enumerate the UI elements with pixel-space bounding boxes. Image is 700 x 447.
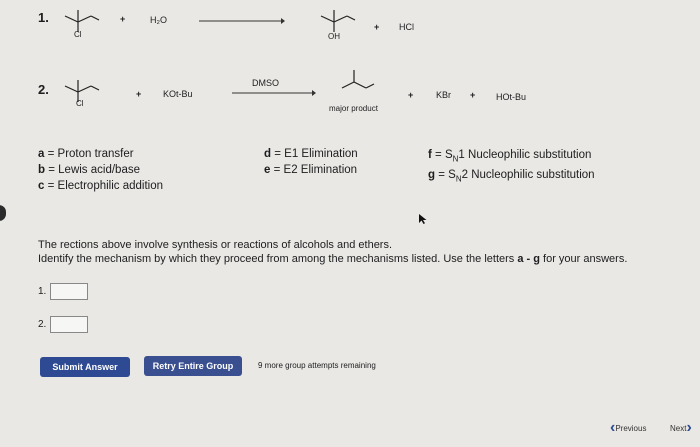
answer-1-label: 1.	[38, 286, 47, 297]
reaction-2-plus-2: +	[408, 90, 414, 100]
reaction-1-plus: +	[120, 14, 126, 24]
reaction-2-byproduct-2: HOt-Bu	[496, 92, 527, 102]
answer-row-2	[38, 316, 88, 333]
reaction-2-condition: DMSO	[252, 78, 279, 88]
side-panel-tab[interactable]	[0, 205, 6, 221]
retry-entire-group-button[interactable]: Retry Entire Group	[144, 356, 242, 376]
reaction-1-product-plus: +	[374, 22, 380, 32]
next-button[interactable]: Next ›	[670, 419, 692, 436]
mechanism-g: $g = S_N2$ Nucleophilic substitution	[428, 169, 595, 184]
previous-button[interactable]: ‹ Previous	[610, 419, 647, 436]
reaction-2-byproduct-1: KBr	[436, 90, 452, 100]
mechanism-c: c = Electrophilic addition	[38, 180, 164, 192]
mechanism-f: $f = S_N1$ Nucleophilic substitution	[428, 149, 592, 164]
answer-2-input[interactable]	[50, 316, 88, 333]
question-line-1: The rections above involve synthesis or reactions of alcohols and ethers.	[38, 239, 393, 251]
mechanism-e: e = E2 Elimination	[264, 164, 358, 176]
reaction-2-reagent: KOt-Bu	[163, 89, 193, 99]
attempts-remaining-text: 9 more group attempts remaining	[258, 361, 376, 370]
reaction-2-plus: +	[136, 89, 142, 99]
question-text	[38, 238, 678, 266]
submit-answer-button[interactable]: Submit Answer	[40, 357, 130, 377]
mechanism-a: a = Proton transfer	[38, 148, 134, 160]
reaction-1-number: 1.	[38, 10, 49, 25]
answer-2-label: 2.	[38, 319, 47, 330]
reaction-2-arrow	[232, 89, 316, 97]
reaction-1-arrow	[199, 17, 285, 25]
mechanism-b: b = Lewis acid/base	[38, 164, 140, 176]
chevron-right-icon: ›	[686, 419, 692, 436]
reaction-1-reactant-structure	[62, 6, 102, 42]
reaction-2-product-structure	[338, 66, 378, 96]
answer-row-1	[38, 283, 88, 300]
reaction-1-byproduct: HCl	[399, 22, 414, 32]
chevron-left-icon: ‹	[610, 419, 616, 436]
reaction-2-plus-3: +	[470, 90, 476, 100]
reaction-1-reactant-cl: Cl	[74, 30, 82, 39]
answer-1-input[interactable]	[50, 283, 88, 300]
reaction-2-major-product-caption: major product	[329, 104, 378, 113]
question-line-2: Identify the mechanism by which they proceed from among the mechanisms listed. Use the letters a - g for your answers.	[38, 253, 628, 265]
mechanism-list-column-2	[264, 146, 358, 178]
reaction-1-product-oh: OH	[328, 32, 340, 41]
reaction-2-reactant-cl: Cl	[76, 99, 84, 108]
mouse-cursor-icon	[418, 213, 428, 225]
reaction-1-reagent: H₂O	[150, 15, 167, 25]
mechanism-d: d = E1 Elimination	[264, 148, 358, 160]
reaction-2-number: 2.	[38, 82, 49, 97]
mechanism-list-column-1	[38, 146, 163, 194]
mechanism-list-column-3	[428, 147, 595, 188]
